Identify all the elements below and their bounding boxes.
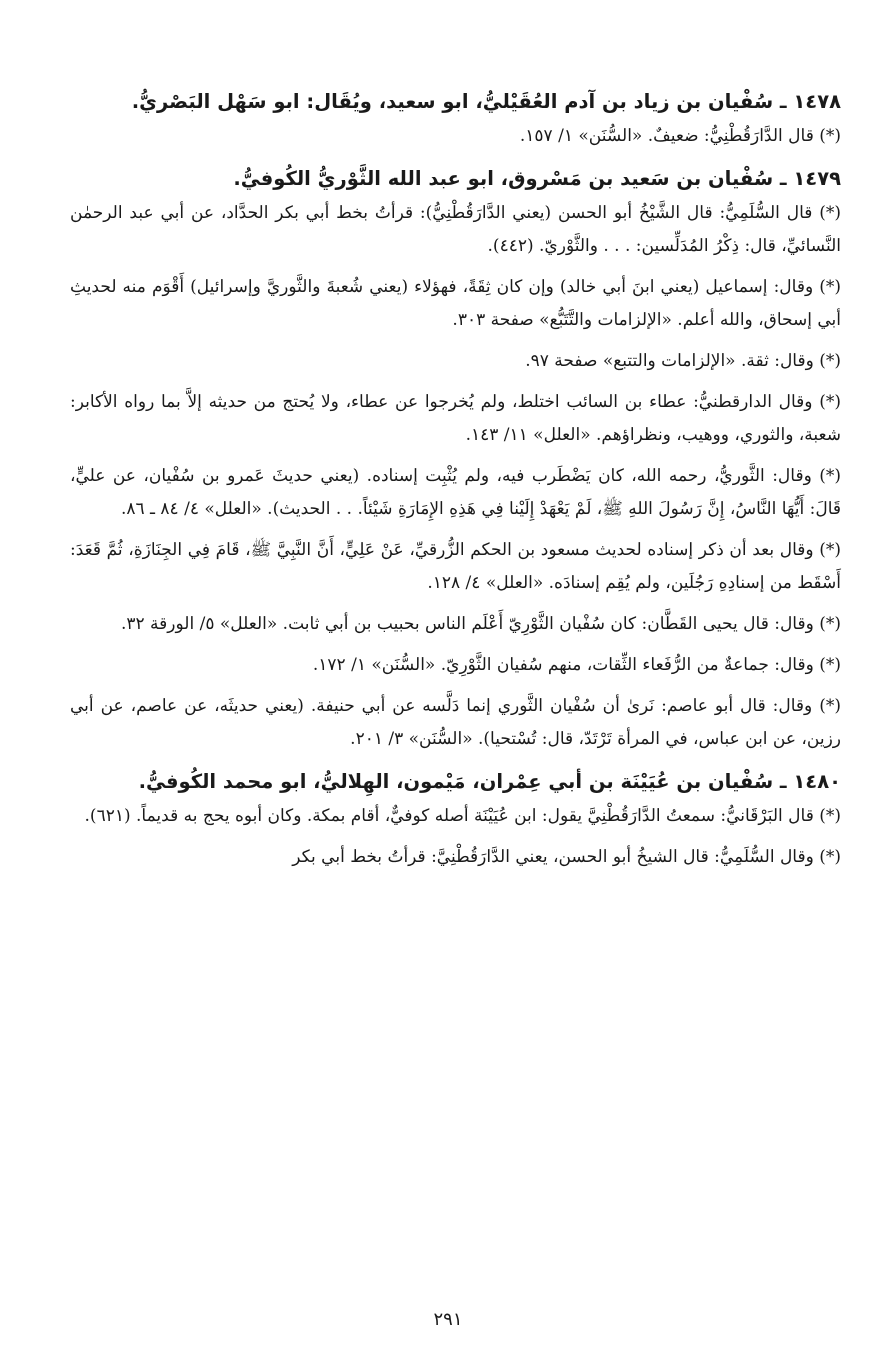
entry-heading xyxy=(70,84,841,120)
entry-number: ١٤٨٠ xyxy=(793,770,841,793)
entry-separator: ـ xyxy=(779,770,787,793)
entry-paragraph: (*) وقال: الثَّوريُّ، رحمه الله، كان يَضْطَرب فيه، ولم يُثْبِت إسناده. (يعني حديثَ عَمرو بن سُفْيان، عن عليٍّ، قَالَ: أَيُّهَا النَّاسُ، إِنَّ رَسُولَ اللهِ ﷺ، لَمْ يَعْهَدْ إِلَيْنا فِي هَذِهِ الإِمَارَةِ شَيْئاً. . . الحديث). «العلل» ٤/ ٨٤ ـ ٨٦. xyxy=(70,466,841,519)
entry-paragraph: (*) وقال: إسماعيل (يعني ابنَ أبي خالد) وإن كان ثِقَةً، فهؤلاء (يعني شُعبةَ والثَّوريَّ وإسرائيل) أَقْوَم منه لحديثِ أبي إسحاق، والله أعلم. «الإلزامات والتَّتَبُّع» صفحة ٣٠٣. xyxy=(70,277,841,330)
entry-paragraph: (*) وقال: قال أبو عاصم: نَرىٰ أن سُفْيان الثَّوري إنما دَلَّسه عن أبي حنيفة. (يعني حديثَه، عن عاصم، عن أبي رزين، عن ابن عباس، في المرأة تَرْتَدّ، قال: تُسْتحيا). «السُّنَن» ٣/ ٢٠١. xyxy=(70,696,841,749)
entry-1480 xyxy=(70,764,841,874)
entry-separator: ـ xyxy=(779,167,787,190)
entry-paragraph: (*) قال السُّلَمِيُّ: قال الشَّيْخُ أبو الحسن (يعني الدَّارَقُطْنِيُّ): قرأتُ بخط أبي بكر الحدَّاد، عن أبي عبد الرحمٰن النَّسائيِّ، قال: ذِكْرُ المُدَلِّسين: . . . والثَّوْريّ. (٤٤٢). xyxy=(70,203,841,256)
entry-title: سُفْيان بن زياد بن آدم العُقَيْليُّ، ابو سعيد، ويُقَال: ابو سَهْل البَصْريُّ. xyxy=(131,90,774,113)
entry-number: ١٤٧٨ xyxy=(793,90,841,113)
entry-paragraph: (*) قال الدَّارَقُطْنِيُّ: ضعيفٌ. «السُّنَن» ١/ ١٥٧. xyxy=(519,126,841,146)
entry-heading xyxy=(70,764,841,800)
entry-paragraph: (*) وقال: جماعةٌ من الرُّفَعاء الثِّقات، منهم سُفيان الثَّوْرِيّ. «السُّنَن» ١/ ١٧٢. xyxy=(312,655,841,675)
entry-paragraph: (*) وقال: ثقة. «الإلزامات والتتبع» صفحة ٩٧. xyxy=(525,351,841,371)
entry-paragraph: (*) قال البَرْقَانيُّ: سمعتُ الدَّارَقُطْنِيَّ يقول: ابن عُيَيْنَة أصله كوفيٌّ، أقام بمكة. وكان أبوه يحج به قديماً. (٦٢١). xyxy=(84,806,841,826)
entry-heading xyxy=(70,161,841,197)
entry-number: ١٤٧٩ xyxy=(793,167,841,190)
entry-paragraph: (*) وقال: قال يحيى القَطَّان: كان سُفْيان الثَّوْرِيّ أَعْلَم الناس بحبيب بن أبي ثابت. «العلل» ٥/ الورقة ٣٢. xyxy=(120,614,841,634)
entry-paragraph: (*) وقال الدارقطنيُّ: عطاء بن السائب اختلط، ولم يُخرجوا عن عطاء، ولا يُحتج من حديثه إلاَّ بما رواه الأكابر: شعبة، والثوري، ووهيب، ونظراؤهم. «العلل» ١١/ ١٤٣. xyxy=(70,392,841,445)
entry-paragraph: (*) وقال السُّلَمِيُّ: قال الشيخُ أبو الحسن، يعني الدَّارَقُطْنِيَّ: قرأتُ بخط أبي بكر xyxy=(292,847,841,867)
entry-title: سُفْيان بن عُيَيْنَة بن أبي عِمْران، مَيْمون، الهِلاليُّ، ابو محمد الكُوفيُّ. xyxy=(138,770,774,793)
entry-1479 xyxy=(70,161,841,756)
entry-title: سُفْيان بن سَعيد بن مَسْروق، ابو عبد الله الثَّوْريُّ الكُوفيُّ. xyxy=(233,167,774,190)
entry-paragraph: (*) وقال بعد أن ذكر إسناده لحديث مسعود بن الحكم الزُّرقيِّ، عَنْ عَلِيٍّ، أَنَّ النَّبِيَّ ﷺ، قَامَ فِي الجِنَازَةِ، ثُمَّ قَعَدَ: أَسْقَط من إسنادِهِ رَجُلَين، ولم يُقِم إسنادَه. «العلل» ٤/ ١٢٨. xyxy=(70,540,841,593)
entry-separator: ـ xyxy=(779,90,787,113)
page-number: ٢٩١ xyxy=(433,1309,463,1330)
entry-1478 xyxy=(70,84,841,153)
